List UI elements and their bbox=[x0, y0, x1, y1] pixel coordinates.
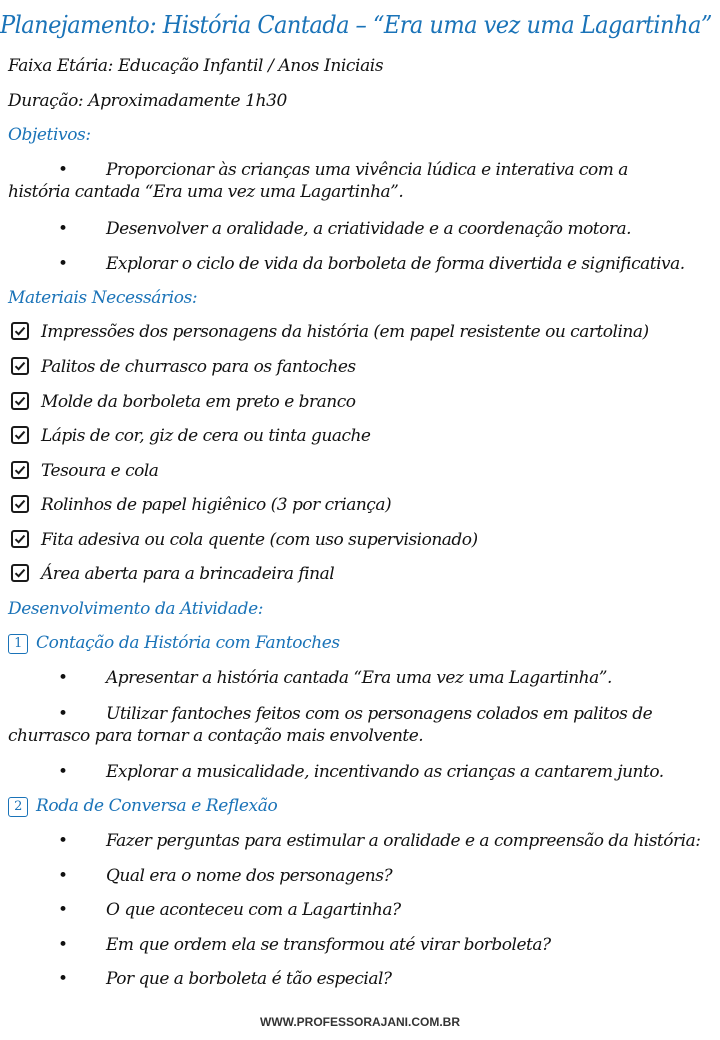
objective-item: • Desenvolver a oralidade, a criatividade e a coordenação motora. bbox=[58, 219, 632, 239]
bullet-icon: • bbox=[58, 762, 68, 782]
page-title: Planejamento: História Cantada – “Era uma vez uma Lagartinha” bbox=[0, 11, 712, 39]
development-heading: Desenvolvimento da Atividade: bbox=[8, 599, 264, 619]
material-item: Molde da borboleta em preto e branco bbox=[11, 391, 356, 413]
step-number-badge: 2 bbox=[8, 797, 28, 817]
step-item: • O que aconteceu com a Lagartinha? bbox=[58, 900, 401, 920]
bullet-icon: • bbox=[58, 254, 68, 274]
checkbox-checked-icon bbox=[11, 357, 29, 375]
bullet-icon: • bbox=[58, 704, 68, 724]
bullet-icon: • bbox=[58, 866, 68, 886]
material-item: Tesoura e cola bbox=[11, 460, 158, 482]
step-item: • Qual era o nome dos personagens? bbox=[58, 866, 393, 886]
bullet-icon: • bbox=[58, 668, 68, 688]
step-item: • Utilizar fantoches feitos com os personagens colados em palitos de churrasco para tornar a contação mais envolvente. bbox=[8, 704, 653, 746]
step-item: • Em que ordem ela se transformou até virar borboleta? bbox=[58, 935, 551, 955]
objectives-heading: Objetivos: bbox=[8, 125, 91, 145]
bullet-icon: • bbox=[58, 831, 68, 851]
material-item: Fita adesiva ou cola quente (com uso supervisionado) bbox=[11, 529, 478, 551]
material-item: Palitos de churrasco para os fantoches bbox=[11, 356, 356, 378]
duration: Duração: Aproximadamente 1h30 bbox=[8, 91, 287, 111]
materials-heading: Materiais Necessários: bbox=[8, 288, 198, 308]
checkbox-checked-icon bbox=[11, 564, 29, 582]
step-item: • Fazer perguntas para estimular a oralidade e a compreensão da história: bbox=[58, 831, 701, 851]
checkbox-checked-icon bbox=[11, 392, 29, 410]
material-item: Rolinhos de papel higiênico (3 por criança) bbox=[11, 494, 391, 516]
step-item: • Por que a borboleta é tão especial? bbox=[58, 969, 392, 989]
bullet-icon: • bbox=[58, 219, 68, 239]
step-title: Contação da História com Fantoches bbox=[36, 633, 340, 653]
material-item: Impressões dos personagens da história (em papel resistente ou cartolina) bbox=[11, 321, 649, 343]
checkbox-checked-icon bbox=[11, 322, 29, 340]
step-item: • Apresentar a história cantada “Era uma vez uma Lagartinha”. bbox=[58, 668, 612, 688]
material-item: Lápis de cor, giz de cera ou tinta guache bbox=[11, 425, 371, 447]
bullet-icon: • bbox=[58, 935, 68, 955]
material-item: Área aberta para a brincadeira final bbox=[11, 563, 334, 585]
bullet-icon: • bbox=[58, 160, 68, 180]
checkbox-checked-icon bbox=[11, 530, 29, 548]
bullet-icon: • bbox=[58, 969, 68, 989]
checkbox-checked-icon bbox=[11, 495, 29, 513]
step-number-badge: 1 bbox=[8, 634, 28, 654]
step-item: • Explorar a musicalidade, incentivando as crianças a cantarem junto. bbox=[58, 762, 664, 782]
checkbox-checked-icon bbox=[11, 426, 29, 444]
step-heading bbox=[8, 795, 277, 817]
footer-website: WWW.PROFESSORAJANI.COM.BR bbox=[260, 1015, 460, 1029]
checkbox-checked-icon bbox=[11, 461, 29, 479]
step-title: Roda de Conversa e Reflexão bbox=[36, 796, 278, 816]
objective-item: • Explorar o ciclo de vida da borboleta de forma divertida e significativa. bbox=[58, 254, 685, 274]
step-heading bbox=[8, 632, 340, 654]
age-range: Faixa Etária: Educação Infantil / Anos Iniciais bbox=[8, 56, 384, 76]
bullet-icon: • bbox=[58, 900, 68, 920]
objective-item: • Proporcionar às crianças uma vivência lúdica e interativa com a história cantada “Era uma vez uma Lagartinha”. bbox=[8, 160, 628, 202]
